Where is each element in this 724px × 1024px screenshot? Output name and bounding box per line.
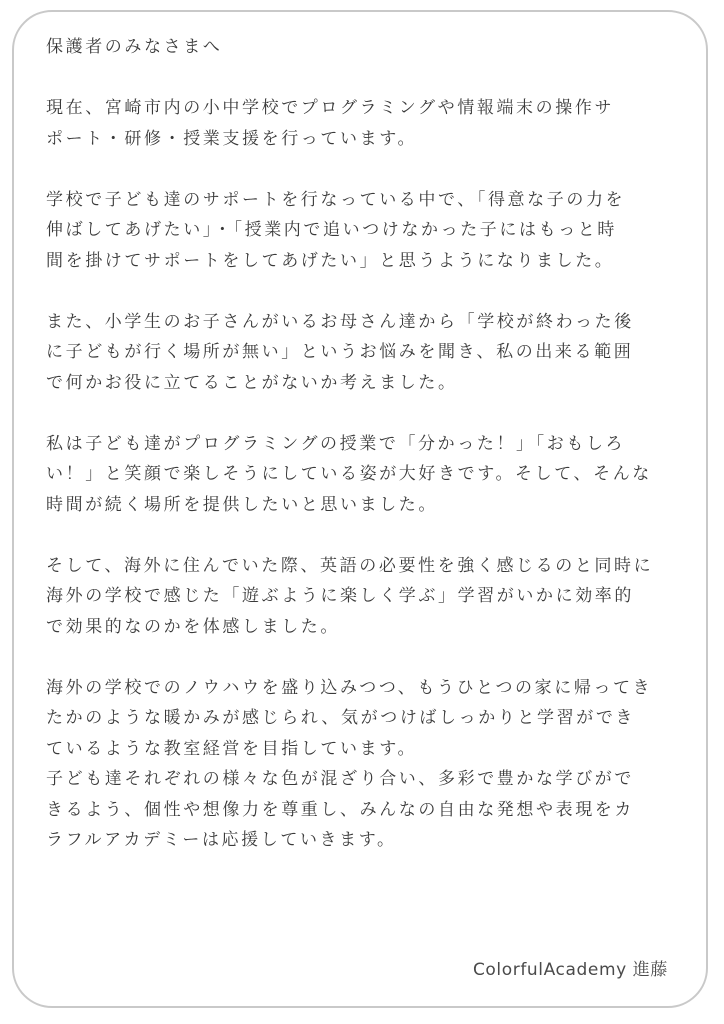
paragraph-1 — [46, 93, 696, 154]
paragraph-line: 時間が続く場所を提供したいと思いました。 — [46, 494, 438, 515]
paragraph-4 — [46, 429, 696, 521]
paragraph-line: 海外の学校で感じた「遊ぶように楽しく学ぶ」学習がいかに効率的 — [46, 586, 634, 606]
signature: ColorfulAcademy 進藤 — [472, 960, 668, 980]
paragraph-line: 私は子ども達がプログラミングの授業で「分かった！」「おもしろ — [46, 433, 626, 454]
paragraph-line: きるよう、個性や想像力を尊重し、みんなの自由な発想や表現をカ — [46, 799, 634, 820]
paragraph-line: ポート・研修・授業支援を行っています。 — [46, 128, 418, 149]
paragraph-line: い！」と笑顔で楽しそうにしている姿が大好きです。そして、そんな — [46, 464, 652, 484]
paragraph-gap — [46, 398, 696, 429]
paragraph-gap — [46, 276, 696, 307]
paragraph-line: 海外の学校でのノウハウを盛り込みつつ、もうひとつの家に帰ってき — [46, 677, 653, 698]
paragraph-line: 子ども達それぞれの様々な色が混ざり合い、多彩で豊かな学びがで — [46, 769, 634, 789]
paragraph-line: 伸ばしてあげたい」・「授業内で追いつけなかった子にはもっと時 — [46, 220, 617, 240]
paragraph-line: たかのような暖かみが感じられ、気がつけばしっかりと学習ができ — [46, 708, 636, 728]
paragraph-gap — [46, 154, 696, 185]
paragraph-2 — [46, 185, 696, 277]
paragraph-line: ラフルアカデミーは応援していきます。 — [46, 830, 397, 850]
letter-body — [46, 32, 696, 856]
paragraph-line: で何かお役に立てることがないか考えました。 — [46, 372, 458, 393]
paragraph-line: 学校で子ども達のサポートを行なっている中で、「得意な子の力を — [46, 189, 626, 210]
paragraph-line: また、小学生のお子さんがいるお母さん達から「学校が終わった後 — [46, 311, 634, 332]
paragraph-line: で効果的なのかを体感しました。 — [46, 616, 340, 637]
paragraph-gap — [46, 520, 696, 551]
paragraph-3 — [46, 307, 696, 399]
greeting: 保護者のみなさまへ — [46, 37, 223, 57]
paragraph-line: に子どもが行く場所が無い」というお悩みを聞き、私の出来る範囲 — [46, 342, 634, 362]
paragraph-line: 間を掛けてサポートをしてあげたい」と思うようになりました。 — [46, 250, 615, 271]
paragraph-5 — [46, 551, 696, 643]
paragraph-line: 現在、宮崎市内の小中学校でプログラミングや情報端末の操作サ — [46, 98, 615, 118]
paragraph-gap — [46, 642, 696, 673]
paragraph-gap — [46, 63, 696, 94]
paragraph-line: ているような教室経営を目指しています。 — [46, 738, 418, 759]
paragraph-line: そして、海外に住んでいた際、英語の必要性を強く感じるのと同時に — [46, 555, 654, 576]
paragraph-6 — [46, 673, 696, 856]
